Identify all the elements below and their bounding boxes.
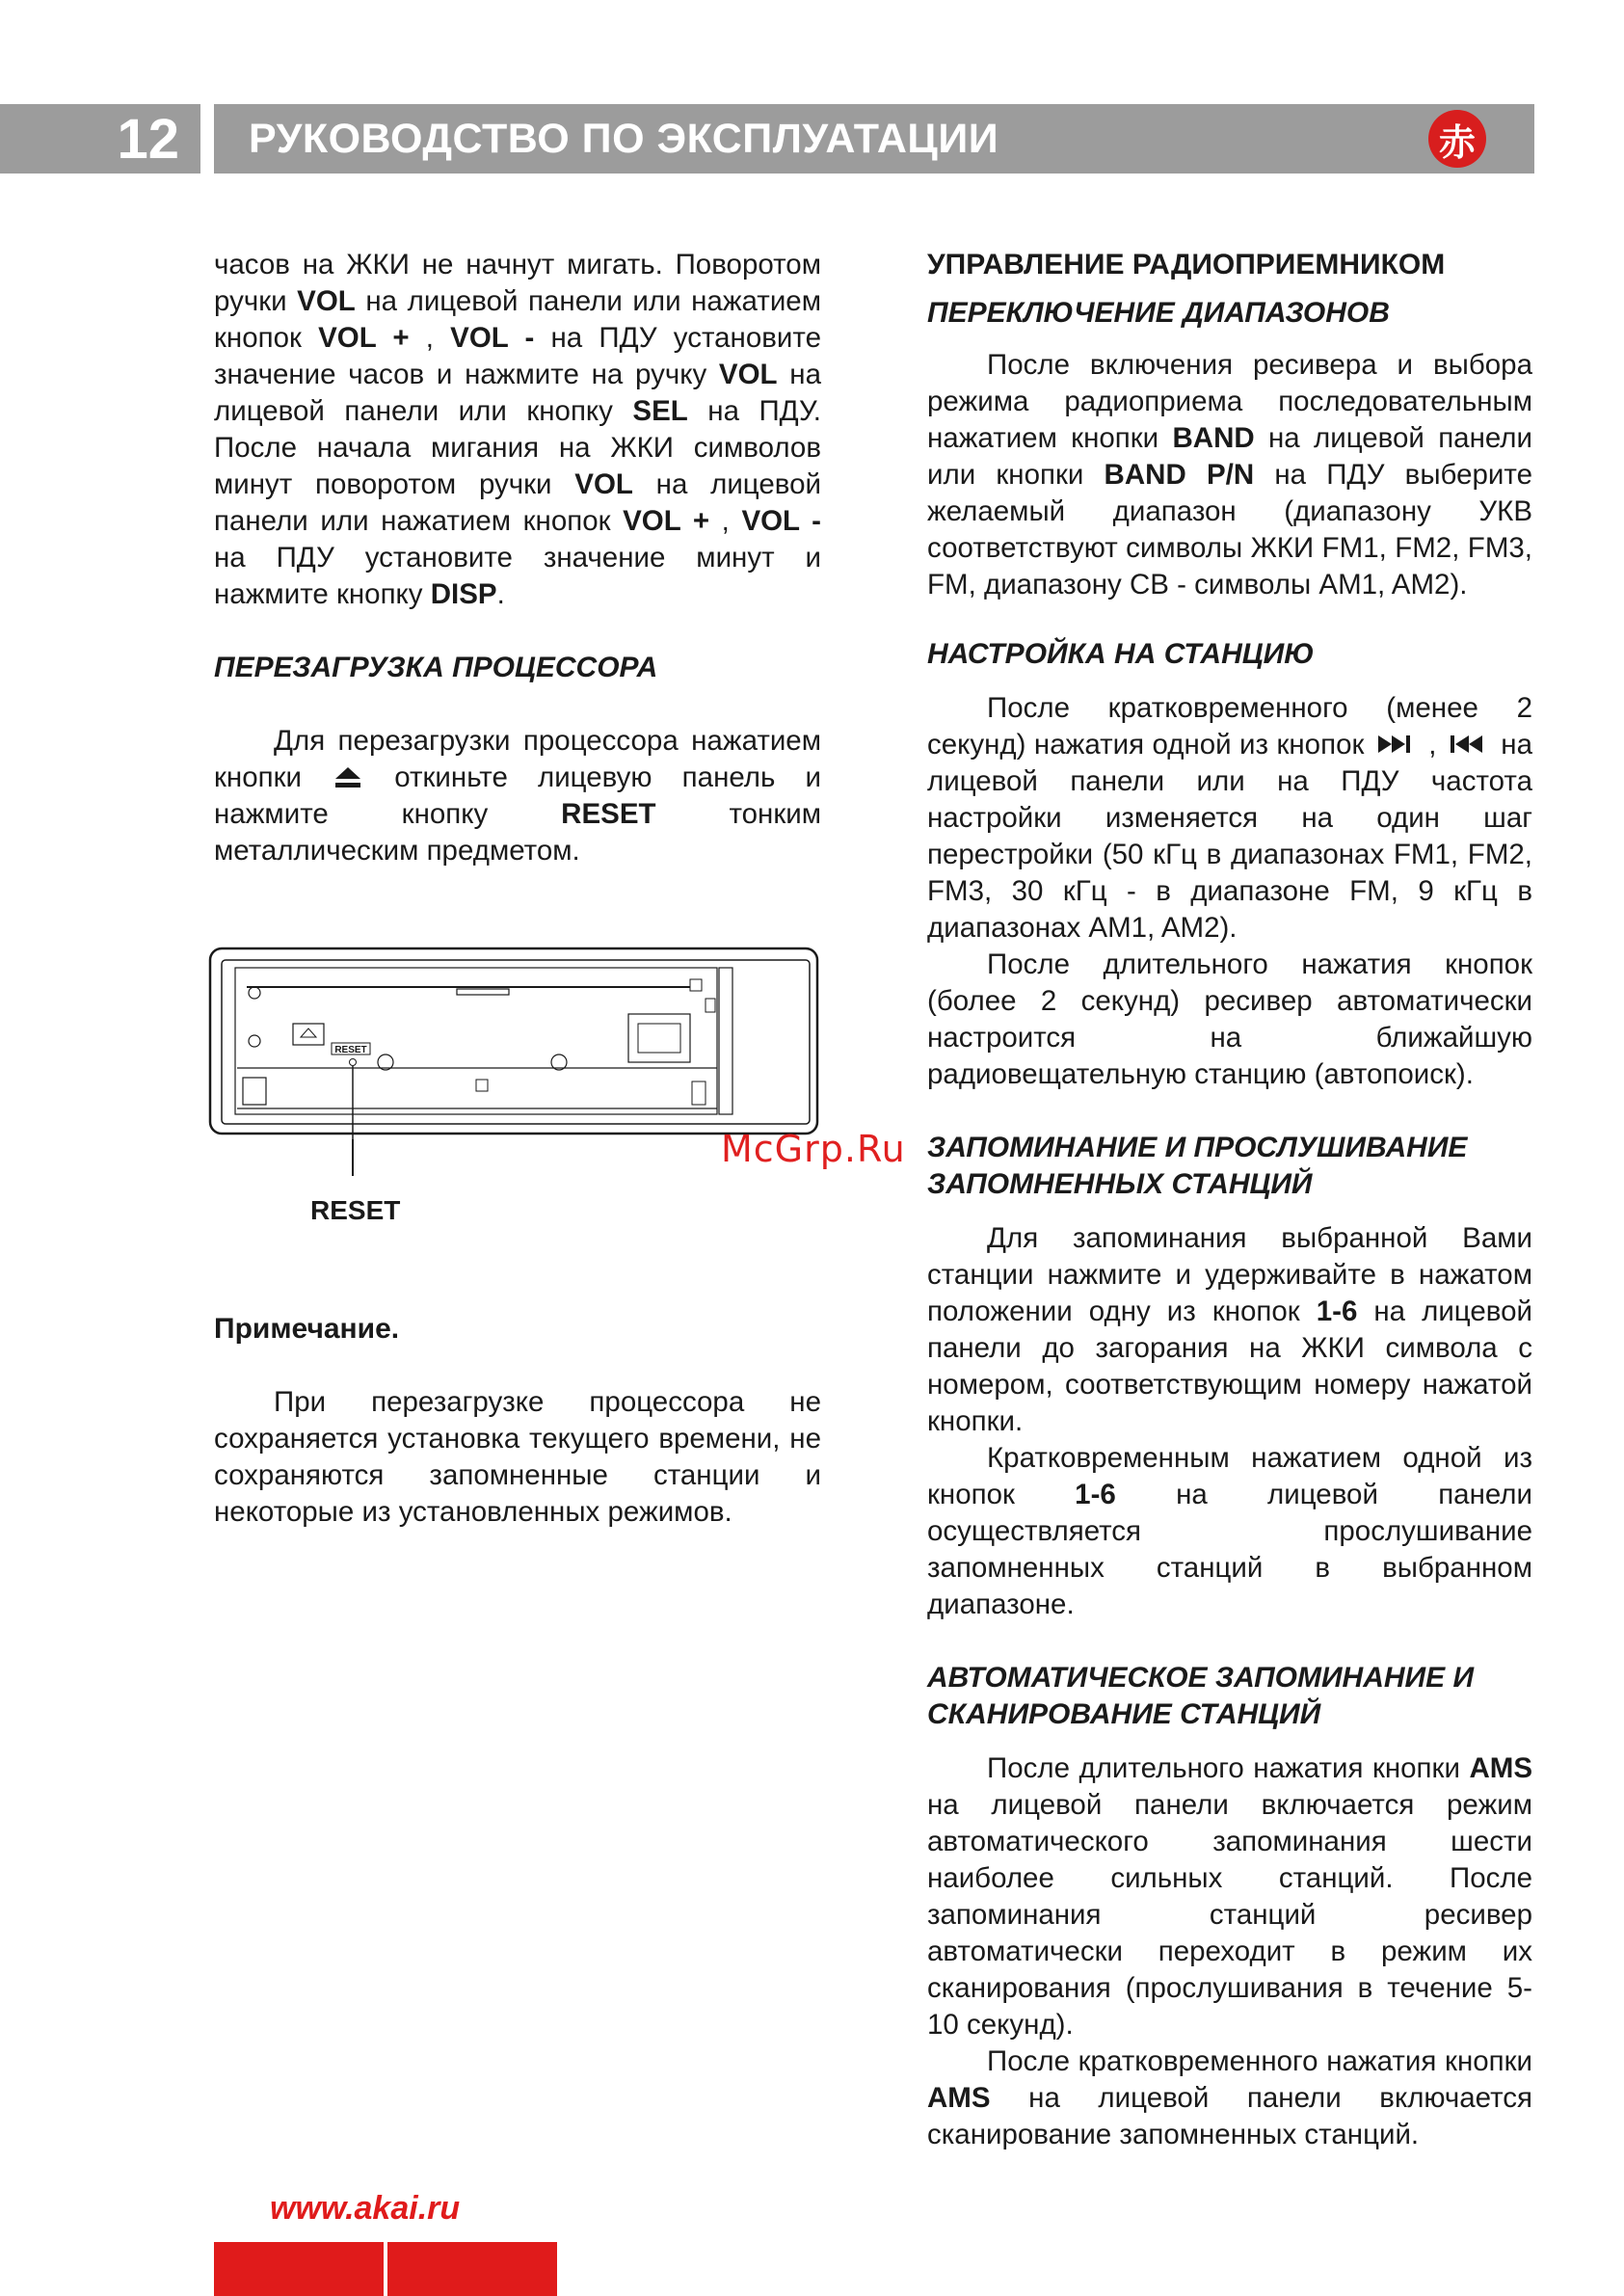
note-heading: Примечание. xyxy=(214,1313,400,1345)
diagram-reset-label: RESET xyxy=(334,1045,367,1055)
tuning-paragraph: После кратковременного (менее 2 секунд) нажатия одной из кнопок , на лицевой панели или на ПДУ частота настройки изменяется на один шаг перестройки (50 кГц в диапазонах FM1, FM2, FM3, 30 кГц - в диапазоне FM, 9 кГц в диапазонах AM1, AM2). xyxy=(927,692,1532,944)
memory-recall-paragraph: Кратковременным нажатием одной из кнопок 1-6 на лицевой панели осуществляется прослушивание запомненных станций в выбранном диапазоне. xyxy=(927,1442,1533,1620)
footer-url[interactable]: www.akai.ru xyxy=(270,2190,461,2227)
seek-forward-icon xyxy=(1372,732,1421,757)
memory-heading-line1: ЗАПОМИНАНИЕ И ПРОСЛУШИВАНИЕ xyxy=(927,1132,1468,1163)
eject-icon xyxy=(332,764,364,789)
watermark: McGrp.Ru xyxy=(721,1128,906,1170)
memory-paragraph: Для запоминания выбранной Вами станции нажмите и удерживайте в нажатом положении одну из кнопок 1-6 на лицевой панели до загорания на ЖКИ символа с номером, соответствующим номеру нажатой кнопки. xyxy=(927,1222,1532,1437)
note-block xyxy=(214,1311,821,1531)
page-header-title: РУКОВОДСТВО ПО ЭКСПЛУАТАЦИИ xyxy=(214,104,1534,174)
autoseek-paragraph: После длительного нажатия кнопок (более 2 секунд) ресивер автоматически настроится на ближайшую радиовещательную станцию (автопоиск). xyxy=(927,948,1532,1090)
seek-backward-icon xyxy=(1445,732,1493,757)
reset-caption: RESET xyxy=(310,1195,401,1225)
ams-paragraph: После длительного нажатия кнопки AMS на лицевой панели включается режим автоматического запоминания шести наиболее сильных станций. После запоминания станций ресивер автоматически переходит в режим их сканирования (прослушивания в течение 5-10 секунд). xyxy=(927,1752,1532,2041)
tuning-heading: НАСТРОЙКА НА СТАНЦИЮ xyxy=(927,638,1315,670)
right-column xyxy=(927,247,1532,2153)
radio-control-heading: УПРАВЛЕНИЕ РАДИОПРИЕМНИКОМ xyxy=(927,249,1446,280)
band-paragraph: После включения ресивера и выбора режима радиоприема последовательным нажатием кнопки BAND на лицевой панели или кнопки BAND P/N на ПДУ выберите желаемый диапазон (диапазону УКВ соответствуют символы ЖКИ FM1, FM2, FM3, FM, диапазону СВ - символы AM1, AM2). xyxy=(927,349,1532,601)
footer-block-right xyxy=(387,2242,557,2296)
left-column xyxy=(214,247,821,869)
reset-pointer-line xyxy=(352,1139,354,1176)
page-number: 12 xyxy=(0,104,200,174)
footer-block-left xyxy=(214,2242,384,2296)
reset-paragraph: Для перезагрузки процессора нажатием кнопки откиньте лицевую панель и нажмите кнопку RESET тонким металлическим предметом. xyxy=(214,725,821,867)
ams-scan-paragraph: После кратковременного нажатия кнопки AMS на лицевой панели включается сканирование запомненных станций. xyxy=(927,2045,1532,2150)
note-paragraph: При перезагрузке процессора не сохраняется установка текущего времени, не сохраняются запомненные станции и некоторые из установленных режимов. xyxy=(214,1386,821,1528)
ams-heading-line1: АВТОМАТИЧЕСКОЕ ЗАПОМИНАНИЕ И xyxy=(927,1662,1475,1694)
memory-heading-line2: ЗАПОМНЕННЫХ СТАНЦИЙ xyxy=(927,1168,1313,1200)
clock-setting-paragraph: часов на ЖКИ не начнут мигать. Поворотом ручки VOL на лицевой панели или нажатием кнопок VOL + , VOL - на ПДУ установите значение часов и нажмите на ручку VOL на лицевой панели или кнопку SEL на ПДУ. После начала мигания на ЖКИ символов минут поворотом ручки VOL на лицевой панели или нажатием кнопок VOL + , VOL - на ПДУ установите значение минут и нажмите кнопку DISP. xyxy=(214,249,822,610)
ams-heading-line2: СКАНИРОВАНИЕ СТАНЦИЙ xyxy=(927,1698,1321,1730)
device-chassis-diagram xyxy=(208,947,821,1139)
band-switch-heading: ПЕРЕКЛЮЧЕНИЕ ДИАПАЗОНОВ xyxy=(927,297,1390,329)
akai-logo: 赤 xyxy=(1428,110,1486,168)
reset-heading: ПЕРЕЗАГРУЗКА ПРОЦЕССОРА xyxy=(214,652,658,683)
